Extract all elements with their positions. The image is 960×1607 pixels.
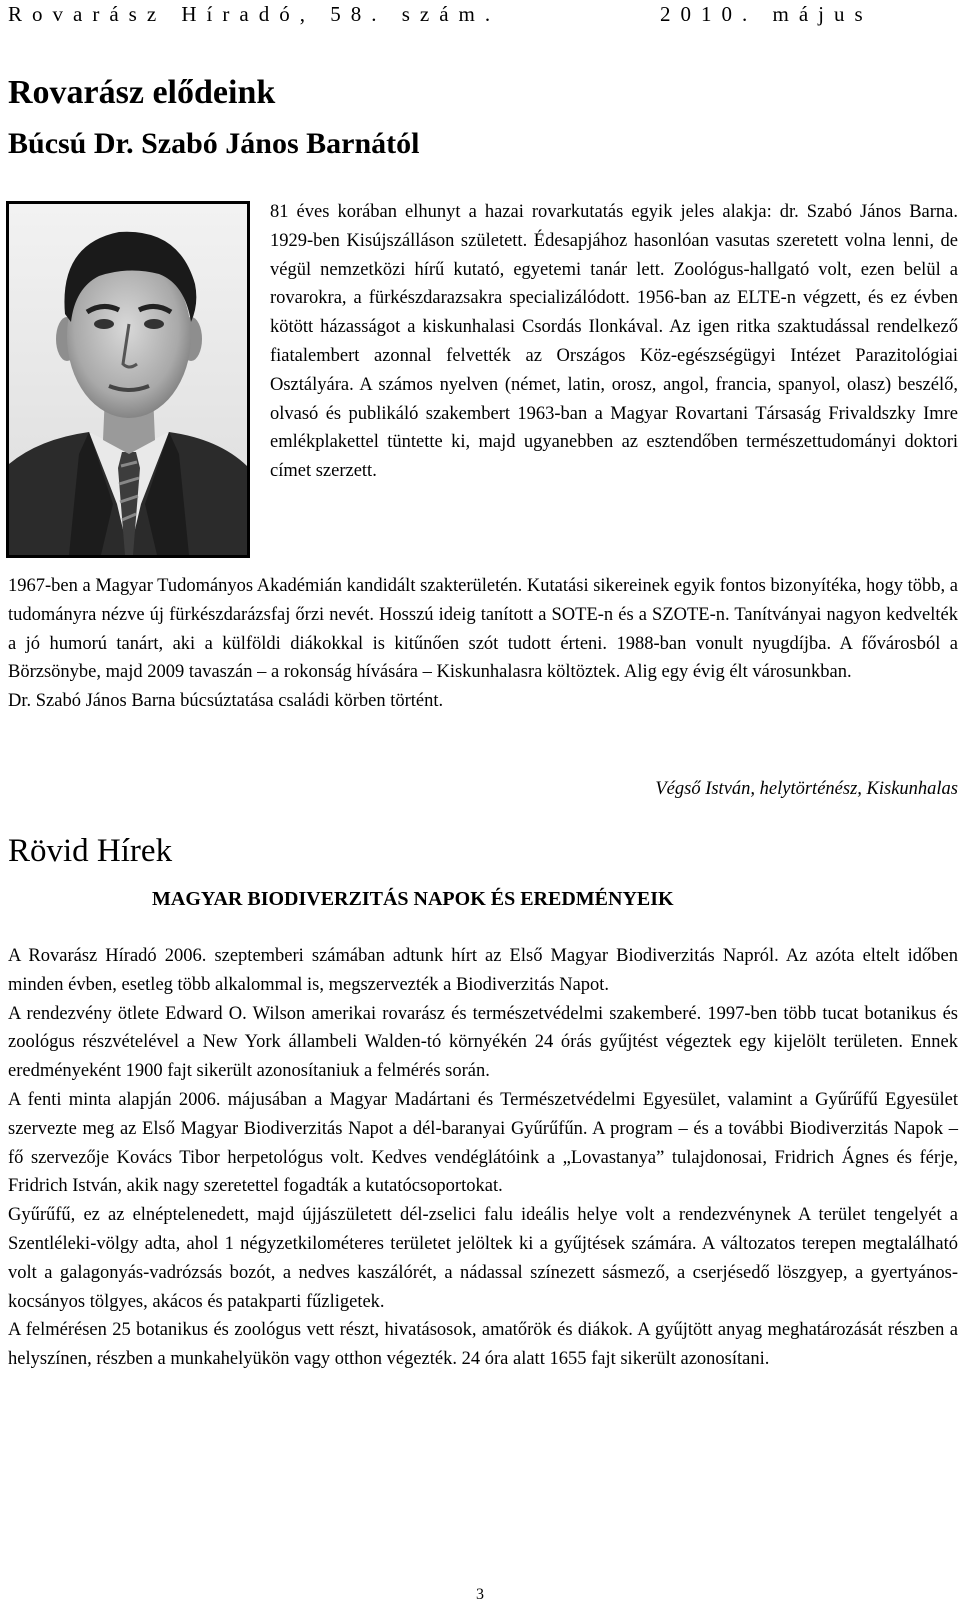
news-paragraph: Gyűrűfű, ez az elnéptelenedett, majd újjászületett dél-zselici falu ideális helye volt a rendezvénynek A terület tengelyét a Szentléleki-völgy adta, ahol 1 négyzetkilométeres területet jelöltek ki a gyűjtések számára. A változatos terepen megtalálható volt a galagonyás-vadrózsás bozót, a nedves kaszálórét, a nádassal színezett sásmező, a cserjésedő löszgyep, a gyertyános-kocsányos tölgyes, akácos és patakparti fűzligetek. [8,1205,958,1312]
article-paragraph: 1967-ben a Magyar Tudományos Akadémián kandidált szakterületén. Kutatási sikereinek egyik fontos bizonyítéka, hogy több, a tudományra nézve új fürkészdarázsfaj őrzi nevét. Hosszú ideig tanított a SOTE-n és a SZOTE-n. Tanítványai nagyon kedvelték a jó humorú tanárt, aki a külföldi diákokkal is kitűnően szót tudott érteni. 1988-ban vonult nyugdíjba. A fővárosból a Börzsönybe, majd 2009 tavaszán – a rokonság hívására – Kiskunhalasra költöztek. Alig egy évig élt városunkban. [8,576,958,683]
running-header [0,2,960,32]
portrait-icon [9,204,247,555]
news-section-title: Rövid Hírek [8,833,173,869]
article-signature: Végső István, helytörténész, Kiskunhalas [655,779,958,799]
article-body [8,572,958,716]
article-paragraph: Dr. Szabó János Barna búcsúztatása családi körben történt. [8,691,444,712]
page-number: 3 [476,1586,484,1603]
news-article-body [8,942,958,1374]
news-paragraph: A Rovarász Híradó 2006. szeptemberi számában adtunk hírt az Első Magyar Biodiverzitás Napról. Az azóta eltelt időben minden évben, esetleg több alkalommal is, megszervezték a Biodiverzitás Napot. [8,946,958,995]
article-lead-paragraph: 81 éves korában elhunyt a hazai rovarkutatás egyik jeles alakja: dr. Szabó János Barna. 1929-ben Kisújszálláson született. Édesapjához hasonlóan vasutas szeretett volna lenni, de végül nemzetközi hírű kutató, egyetemi tanár lett. Zoológus-hallgató volt, ezen belül a rovarokra, a fürkészdarazsakra specializálódott. 1956-ban az ELTE-n végzett, és ez évben kötött házasságot a kiskunhalasi Csordás Ilonkával. Az igen ritka szaktudással rendelkező fiatalembert azonnal felvették az Országos Köz-egészségügyi Intézet Parazitológiai Osztályára. A számos nyelven (német, latin, orosz, angol, francia, spanyol, olasz) beszélő, olvasó és publikáló szakembert 1963-ban a Magyar Rovartani Társaság Frivaldszky Imre emlékplakettel tüntette ki, majd ugyanebben az esztendőben természettudományi doktori címet szerzett. [270,202,958,482]
article-title: Búcsú Dr. Szabó János Barnától [8,127,420,160]
news-article-title: MAGYAR BIODIVERZITÁS NAPOK ÉS EREDMÉNYEIK [152,888,674,910]
header-publication: Rovarász Híradó, 58. szám. [8,2,501,26]
news-paragraph: A felmérésen 25 botanikus és zoológus vett részt, hivatásosok, amatőrök és diákok. A gyűjtött anyag meghatározását részben a helyszínen, részben a munkahelyükön vagy otthon végezték. 24 óra alatt 1655 fajt sikerült azonosítani. [8,1320,958,1370]
article-section-title: Rovarász elődeink [8,74,276,111]
news-paragraph: A fenti minta alapján 2006. májusában a Magyar Madártani és Természetvédelmi Egyesület, valamint a Gyűrűfű Egyesület szervezte meg az Első Magyar Biodiverzitás Napot a dél-baranyai Gyűrűfűn. A program – és a további Biodiverzitás Napok – fő szervezője Kovács Tibor herpetológus volt. Kedves vendéglátóink a „Lovastanya” tulajdonosai, Fridrich Ágnes és férje, Fridrich István, akik nagy szeretettel fogadták a kutatócsoportokat. [8,1089,958,1197]
portrait-photo [6,201,250,558]
header-date: 2010. május [660,2,873,26]
news-paragraph: A rendezvény ötlete Edward O. Wilson amerikai rovarász és természetvédelmi szakemberé. 1997-ben több tucat botanikus és zoológus részvételével a New York állambeli Walden-tó környékén 24 órás gyűjtést végeztek egy kijelölt területen. Ennek eredményeként 1900 fajt sikerült azonosítaniuk a felmérés során. [8,1003,958,1082]
